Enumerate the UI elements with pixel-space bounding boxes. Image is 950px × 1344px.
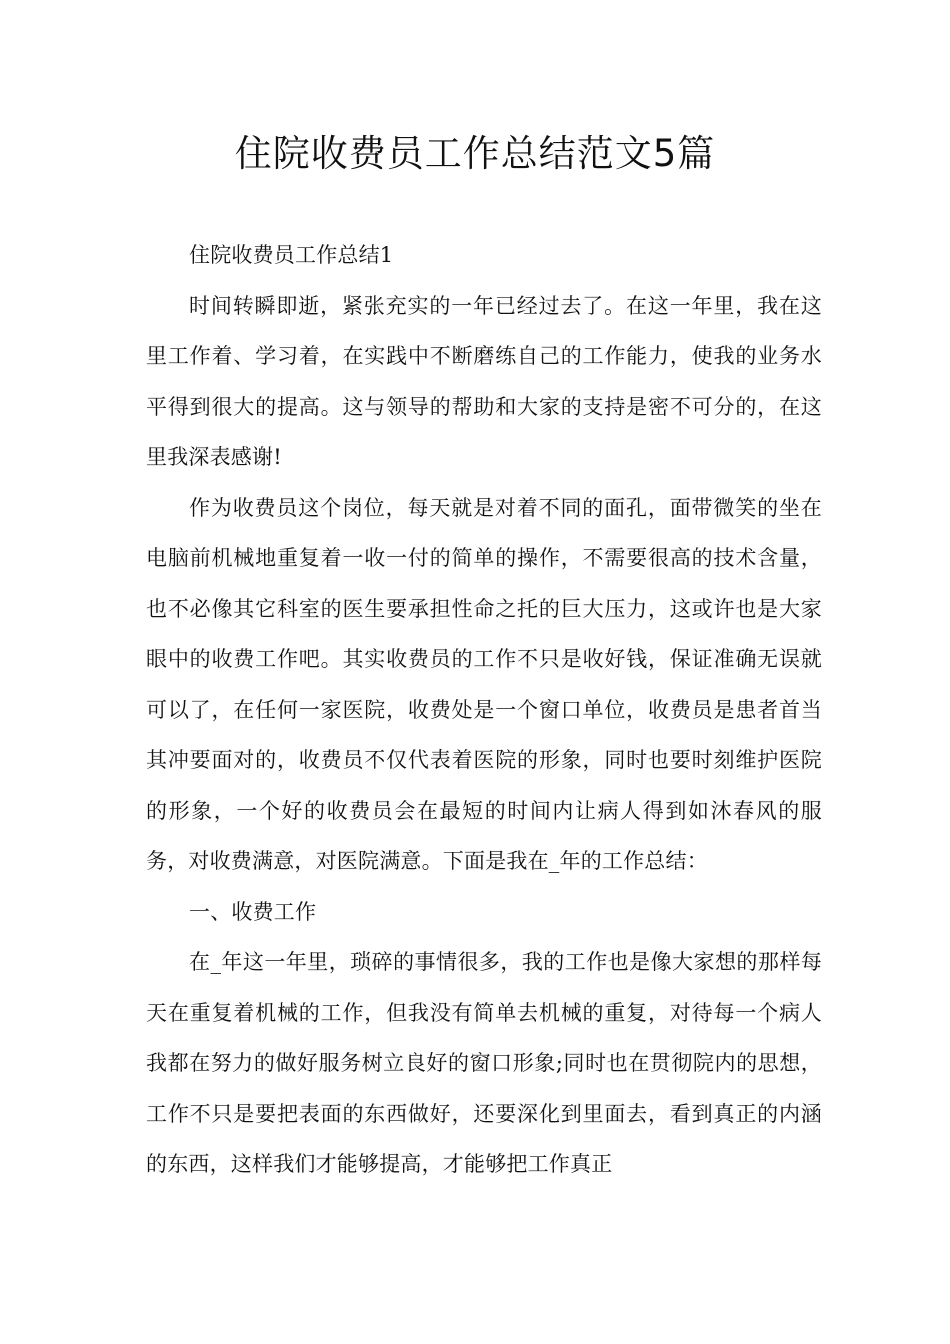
section-heading: 住院收费员工作总结1 <box>189 243 394 267</box>
document-title: 住院收费员工作总结范文5篇 <box>234 132 716 175</box>
body-paragraph: 作为收费员这个岗位，每天就是对着不同的面孔，面带微笑的坐在电脑前机械地重复着一收一付的简单的操作，不需要很高的技术含量，也不必像其它科室的医生要承担性命之托的巨大压力，这或许也是大家眼中的收费工作吧。其实收费员的工作不只是收好钱，保证准确无误就可以了，在任何一家医院，收费处是一个窗口单位，收费员是患者首当其冲要面对的，收费员不仅代表着医院的形象，同时也要时刻维护医院的形象，一个好的收费员会在最短的时间内让病人得到如沐春风的服务，对收费满意，对医院满意。下面是我在_年的工作总结： <box>146 495 822 873</box>
body-paragraph: 在_年这一年里，琐碎的事情很多，我的工作也是像大家想的那样每天在重复着机械的工作，但我没有简单去机械的重复，对待每一个病人我都在努力的做好服务树立良好的窗口形象;同时也在贯彻院内的思想，工作不只是要把表面的东西做好，还要深化到里面去，看到真正的内涵的东西，这样我们才能够提高，才能够把工作真正 <box>146 950 822 1176</box>
section-heading: 一、收费工作 <box>189 899 317 924</box>
document-body <box>146 230 822 1190</box>
body-paragraph: 时间转瞬即逝，紧张充实的一年已经过去了。在这一年里，我在这里工作着、学习着，在实践中不断磨练自己的工作能力，使我的业务水平得到很大的提高。这与领导的帮助和大家的支持是密不可分的，在这里我深表感谢! <box>146 293 822 469</box>
